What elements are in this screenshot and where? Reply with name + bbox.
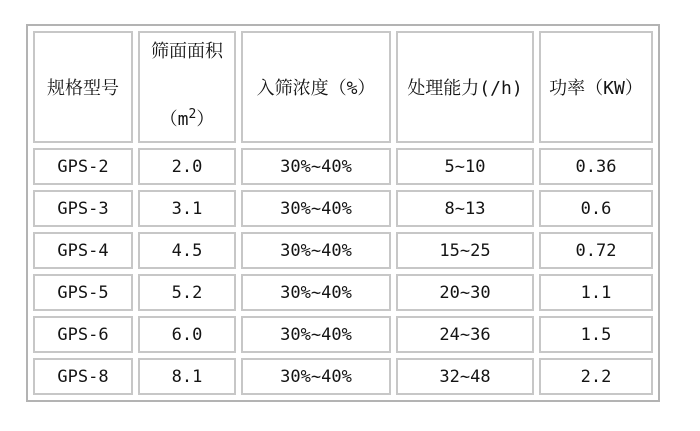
table-row xyxy=(33,232,653,269)
header-row xyxy=(33,31,653,143)
header-screen-area-unit xyxy=(160,105,215,131)
cell-area: 8.1 xyxy=(138,358,236,395)
cell-capacity: 15~25 xyxy=(396,232,534,269)
cell-capacity: 8~13 xyxy=(396,190,534,227)
cell-concentration: 30%~40% xyxy=(241,190,391,227)
cell-model: GPS-3 xyxy=(33,190,133,227)
cell-concentration: 30%~40% xyxy=(241,232,391,269)
cell-capacity: 5~10 xyxy=(396,148,534,185)
cell-power: 1.5 xyxy=(539,316,653,353)
header-screen-area xyxy=(138,31,236,143)
cell-area: 4.5 xyxy=(138,232,236,269)
cell-concentration: 30%~40% xyxy=(241,148,391,185)
cell-area: 5.2 xyxy=(138,274,236,311)
cell-area: 2.0 xyxy=(138,148,236,185)
header-screen-area-label: 筛面面积 xyxy=(151,41,223,62)
cell-model: GPS-5 xyxy=(33,274,133,311)
header-screen-area-wrap xyxy=(142,33,232,141)
cell-model: GPS-6 xyxy=(33,316,133,353)
header-power: 功率（KW） xyxy=(539,31,653,143)
area-unit-open: （m xyxy=(159,109,189,130)
header-feed-concentration: 入筛浓度（%） xyxy=(241,31,391,143)
cell-capacity: 32~48 xyxy=(396,358,534,395)
table-row xyxy=(33,316,653,353)
cell-power: 1.1 xyxy=(539,274,653,311)
cell-power: 0.36 xyxy=(539,148,653,185)
cell-model: GPS-4 xyxy=(33,232,133,269)
cell-model: GPS-2 xyxy=(33,148,133,185)
cell-capacity: 20~30 xyxy=(396,274,534,311)
cell-power: 0.72 xyxy=(539,232,653,269)
table-row xyxy=(33,358,653,395)
cell-concentration: 30%~40% xyxy=(241,358,391,395)
cell-concentration: 30%~40% xyxy=(241,274,391,311)
cell-area: 3.1 xyxy=(138,190,236,227)
header-model: 规格型号 xyxy=(33,31,133,143)
cell-area: 6.0 xyxy=(138,316,236,353)
cell-capacity: 24~36 xyxy=(396,316,534,353)
area-unit-superscript: 2 xyxy=(188,107,197,122)
cell-model: GPS-8 xyxy=(33,358,133,395)
area-unit-close: ） xyxy=(196,109,215,130)
cell-power: 0.6 xyxy=(539,190,653,227)
cell-concentration: 30%~40% xyxy=(241,316,391,353)
spec-table xyxy=(26,24,660,402)
table-row xyxy=(33,190,653,227)
table-row xyxy=(33,274,653,311)
table-row xyxy=(33,148,653,185)
cell-power: 2.2 xyxy=(539,358,653,395)
header-processing-capacity: 处理能力(/h) xyxy=(396,31,534,143)
